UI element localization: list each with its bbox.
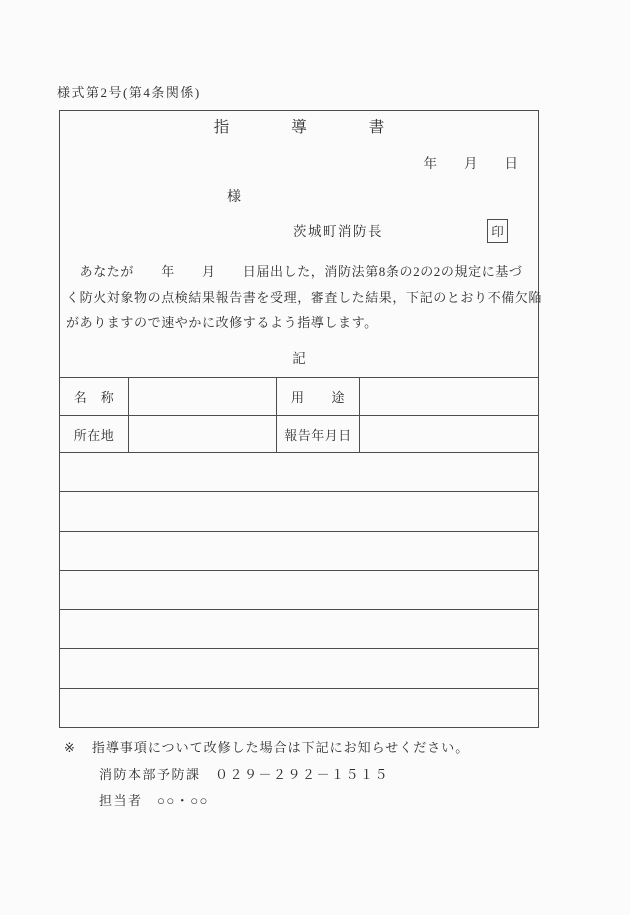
person-line: 担当者 ○○・○○	[99, 793, 209, 808]
table-empty-row	[60, 491, 538, 530]
body-line-2: く防火対象物の点検結果報告書を受理，審査した結果，下記のとおり不備欠陥	[66, 289, 543, 305]
document-box	[59, 110, 543, 728]
date-line: 年 月 日	[423, 156, 518, 171]
table-empty-row	[60, 609, 538, 648]
addressee-suffix: 様	[227, 190, 241, 205]
address-value-cell	[128, 416, 276, 452]
use-value-cell	[359, 378, 538, 415]
body-line-1: あなたが 年 月 日届出した，消防法第8条の2の2の規定に基づ	[66, 264, 523, 279]
table-header-row-1	[60, 378, 538, 415]
footer-note	[64, 739, 469, 756]
body-paragraph	[66, 259, 543, 336]
report-date-label-cell: 報告年月日	[276, 416, 359, 452]
contact-line: 消防本部予防課 ０２９－２９２－１５１５	[99, 767, 390, 782]
issuer-name: 茨城町消防長	[293, 224, 383, 239]
record-marker: 記	[292, 351, 306, 366]
body-line-3: がありますので速やかに改修するよう指導します。	[66, 315, 378, 330]
note-marker-icon: ※	[64, 740, 76, 755]
seal-label: 印	[491, 225, 504, 239]
document-title: 指 導 書	[213, 119, 385, 136]
note-text: 指導事項について改修した場合は下記にお知らせください。	[91, 740, 470, 755]
table-empty-row	[60, 570, 538, 609]
seal-box	[487, 219, 508, 243]
report-date-value-cell	[359, 416, 538, 452]
table-empty-row	[60, 452, 538, 491]
table-empty-row	[60, 648, 538, 687]
name-value-cell	[128, 378, 276, 415]
form-label: 様式第2号(第4条関係)	[57, 85, 201, 100]
table-empty-row	[60, 531, 538, 570]
address-label-cell: 所在地	[73, 427, 115, 443]
info-table	[60, 377, 538, 727]
use-label-cell: 用 途	[276, 378, 359, 415]
name-label-cell: 名 称	[73, 390, 115, 405]
table-header-row-2	[60, 415, 538, 452]
table-empty-row	[60, 688, 538, 727]
